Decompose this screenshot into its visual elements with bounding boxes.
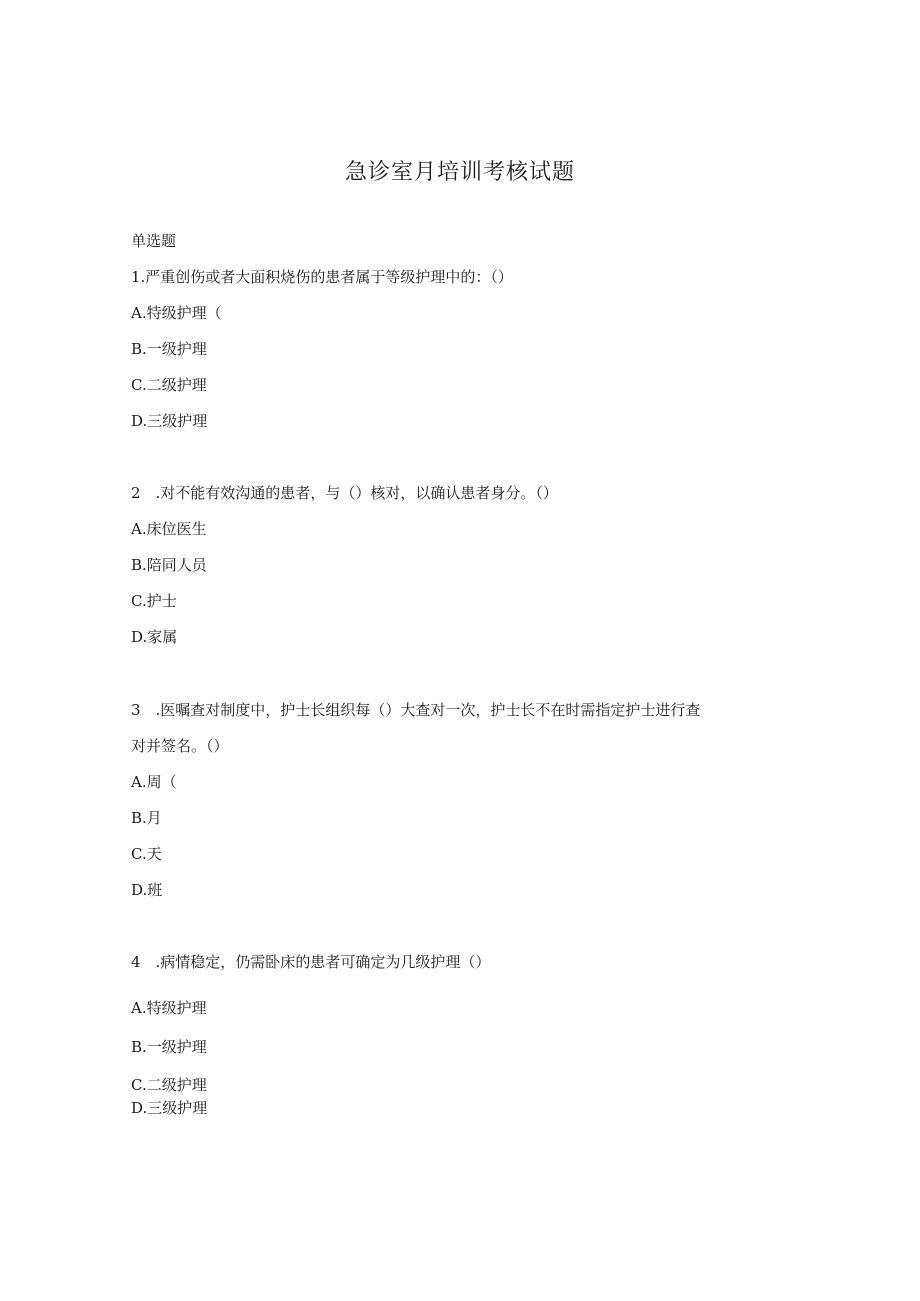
question-3-option-b: B.月 (131, 809, 162, 827)
question-3-option-a: A.周（ (131, 773, 177, 791)
question-1-stem: 1.严重创伤或者大面积烧伤的患者属于等级护理中的：（） (131, 268, 513, 286)
question-4-option-a: A.特级护理 (131, 999, 207, 1017)
question-1-option-c: C.二级护理 (131, 376, 207, 394)
question-1-option-d: D.三级护理 (131, 412, 208, 430)
question-4-option-c: C.二级护理 (131, 1076, 207, 1094)
question-3-option-d: D.班 (131, 881, 163, 899)
question-2-stem: 2 .对不能有效沟通的患者，与（）核对，以确认患者身分。（） (131, 484, 558, 502)
question-3-stem-continued: 对并签名。（） (131, 737, 229, 755)
question-4-stem: 4 .病情稳定，仍需卧床的患者可确定为几级护理（） (131, 953, 491, 971)
document-title: 急诊室月培训考核试题 (344, 160, 575, 185)
question-3-option-c: C.天 (131, 845, 162, 863)
section-heading: 单选题 (131, 232, 177, 250)
question-3-stem: 3 .医嘱查对制度中，护士长组织每（）大查对一次，护士长不在时需指定护士进行查 (131, 701, 701, 719)
question-2-option-a: A.床位医生 (131, 520, 207, 538)
question-1-option-a: A.特级护理（ (131, 304, 222, 322)
question-2-option-c: C.护士 (131, 592, 177, 610)
question-4-option-b: B.一级护理 (131, 1038, 207, 1056)
question-2-option-b: B.陪同人员 (131, 556, 207, 574)
question-4-option-d: D.三级护理 (131, 1099, 208, 1117)
question-2-option-d: D.家属 (131, 628, 178, 646)
question-1-option-b: B.一级护理 (131, 340, 207, 358)
